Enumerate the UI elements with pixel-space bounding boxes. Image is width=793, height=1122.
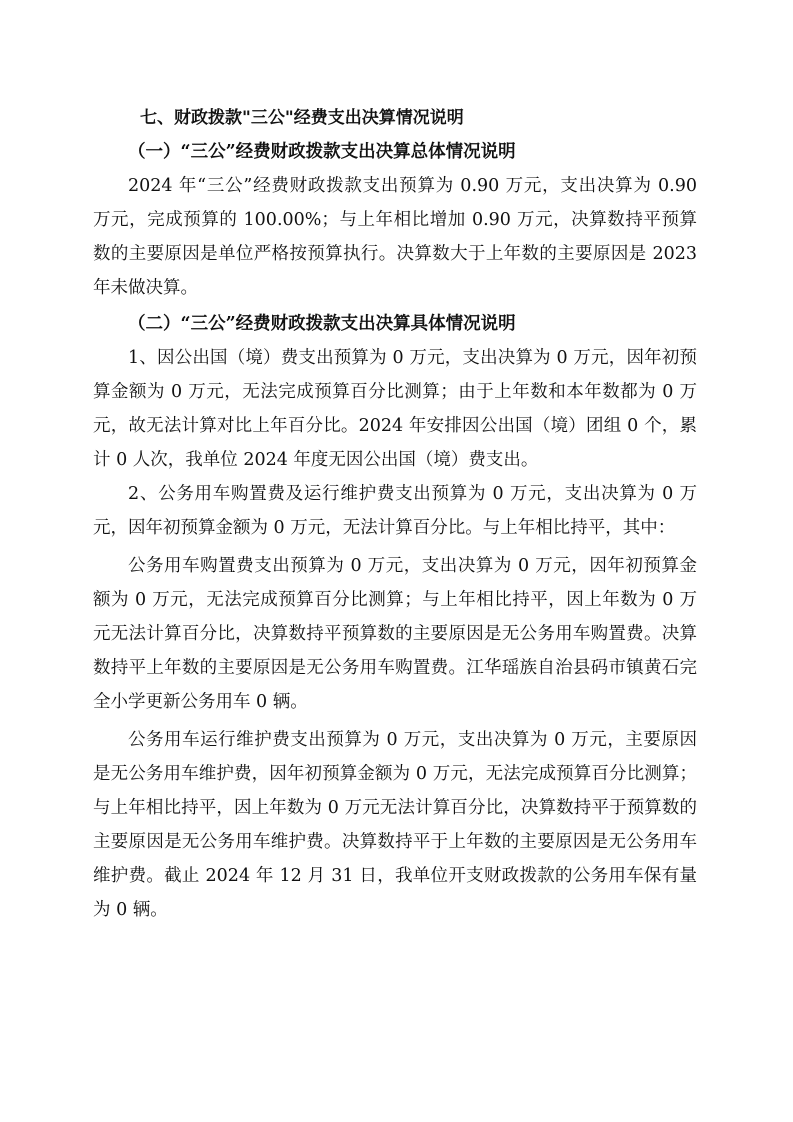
paragraph-vehicle-purchase: 公务用车购置费支出预算为 0 万元，支出决算为 0 万元，因年初预算金额为 0 万元，无法完成预算百分比测算；与上年相比持平，因上年数为 0 万元无法计算百分比，决算数持平预算数的主要原因是无公务用车购置费。决算数持平上年数的主要原因是无公务用车购置费。江华瑶族自治县码市镇黄石完全小学更新公务用车 0 辆。 [93, 556, 697, 712]
document-page [93, 101, 697, 927]
paragraph-vehicle-overview: 2、公务用车购置费及运行维护费支出预算为 0 万元，支出决算为 0 万元，因年初预算金额为 0 万元，无法计算百分比。与上年相比持平，其中： [93, 484, 697, 538]
document-title: 七、财政拨款"三公"经费支出决算情况说明 [140, 108, 464, 128]
paragraph-vehicle-maintenance: 公务用车运行维护费支出预算为 0 万元，支出决算为 0 万元，主要原因是无公务用车维护费，因年初预算金额为 0 万元，无法完成预算百分比测算；与上年相比持平，因上年数为 0 万元无法计算百分比，决算数持平于预算数的主要原因是无公务用车维护费。决算数持平于上年数的主要原因是无公务用车维护费。截止 2024 年 12 月 31 日，我单位开支财政拨款的公务用车保有量为 0 辆。 [93, 730, 697, 920]
section-heading-details: （二）“三公”经费财政拨款支出决算具体情况说明 [128, 314, 516, 334]
section-heading-overall: （一）“三公”经费财政拨款支出决算总体情况说明 [128, 142, 516, 162]
paragraph-overseas-travel: 1、因公出国（境）费支出预算为 0 万元，支出决算为 0 万元，因年初预算金额为 0 万元，无法完成预算百分比测算；由于上年数和本年数都为 0 万元，故无法计算对比上年百分比。2024 年安排因公出国（境）团组 0 个，累计 0 人次，我单位 2024 年度无因公出国（境）费支出。 [93, 348, 697, 470]
paragraph-overall-summary: 2024 年“三公”经费财政拨款支出预算为 0.90 万元，支出决算为 0.90 万元，完成预算的 100.00%；与上年相比增加 0.90 万元，决算数持平预算数的主要原因是单位严格按预算执行。决算数大于上年数的主要原因是 2023 年未做决算。 [93, 176, 697, 298]
